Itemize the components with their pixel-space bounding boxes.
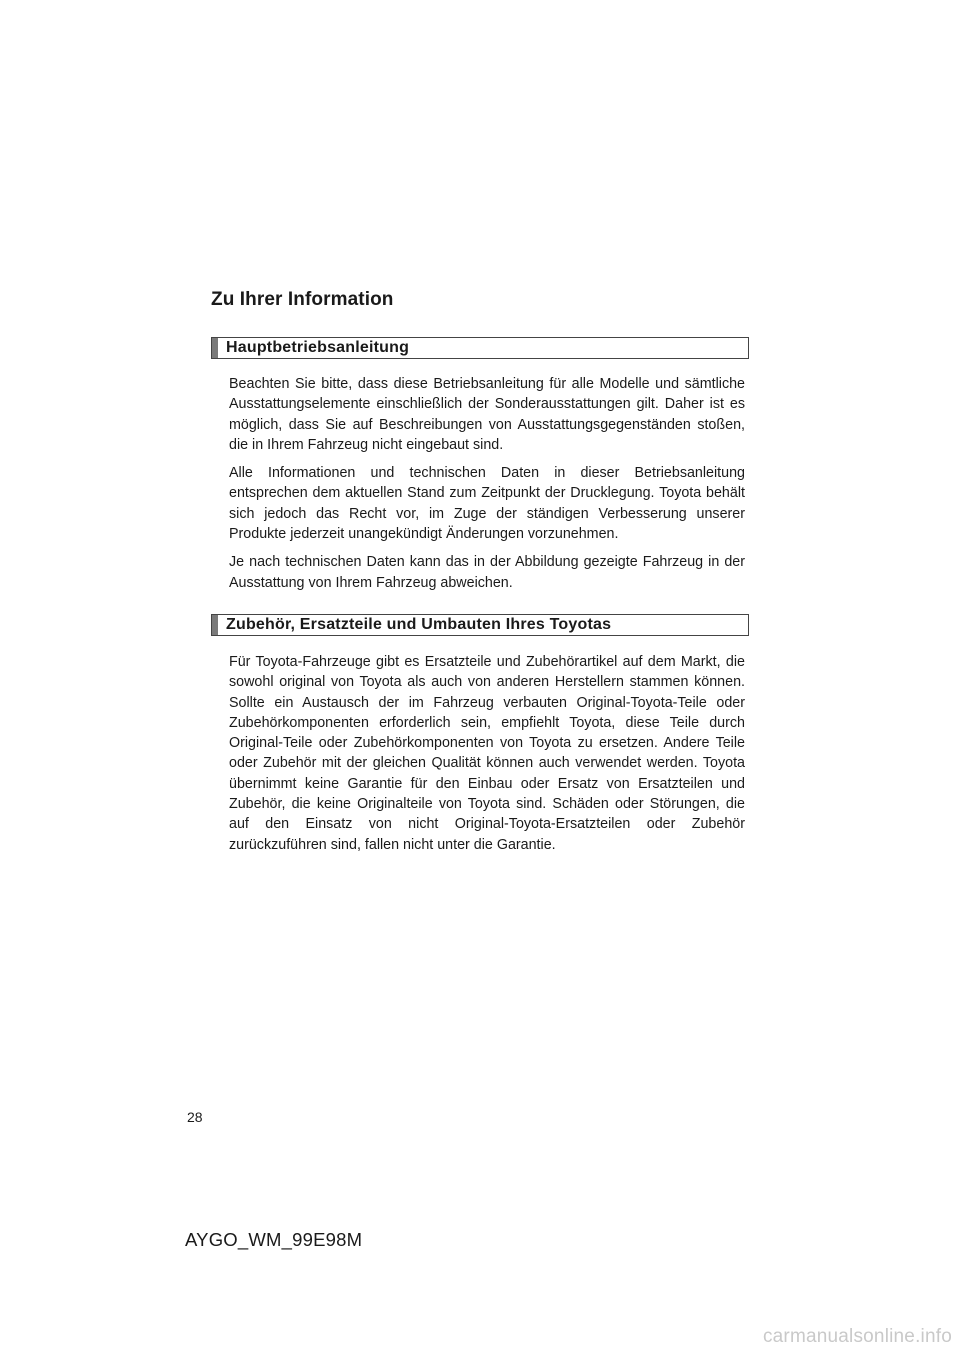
watermark: carmanualsonline.info: [762, 1326, 952, 1347]
paragraph: Beachten Sie bitte, dass diese Betriebsanleitung für alle Modelle und sämtliche Ausstattungselemente einschließlich der Sonderausstattungen gilt. Daher ist es möglich, dass Sie auf Beschreibungen von Ausstattungsgegenständen stoßen, die in Ihrem Fahrzeug nicht eingebaut sind.: [229, 376, 745, 453]
page-title: Zu Ihrer Information: [211, 289, 394, 310]
paragraph: Für Toyota-Fahrzeuge gibt es Ersatzteile und Zubehörartikel auf dem Markt, die sowohl original von Toyota als auch von anderen Herstellern stammen können. Sollte ein Austausch der im Fahrzeug verbauten Original-Toyota-Teile oder Zubehörkomponenten erforderlich sein, empfiehlt Toyota, diese Teile durch Original-Teile oder Zubehörkomponenten von Toyota zu ersetzen. Andere Teile oder Zubehör mit der gleichen Qualität können auch verwendet werden. Toyota übernimmt keine Garantie für den Einbau oder Ersatz von Ersatzteilen und Zubehör, die keine Originalteile von Toyota sind. Schäden oder Störungen, die auf den Einsatz von nicht Original-Toyota-Ersatzteilen oder Zubehör zurückzuführen sind, fallen nicht unter die Garantie.: [229, 654, 745, 853]
section-body-hauptbetriebsanleitung: [229, 374, 745, 601]
paragraph: Alle Informationen und technischen Daten in dieser Betriebsanleitung entsprechen dem aktuellen Stand zum Zeitpunkt der Drucklegung. Toyota behält sich jedoch das Recht vor, im Zuge der ständigen Verbesserung unserer Produkte jederzeit unangekündigt Änderungen vorzunehmen.: [229, 465, 745, 543]
section-heading: Zubehör, Ersatzteile und Umbauten Ihres Toyotas: [226, 616, 612, 633]
page-number: 28: [187, 1109, 203, 1125]
section-header-hauptbetriebsanleitung: [211, 337, 749, 359]
document-code: AYGO_WM_99E98M: [185, 1229, 363, 1250]
paragraph: Je nach technischen Daten kann das in der Abbildung gezeigte Fahrzeug in der Ausstattung von Ihrem Fahrzeug abweichen.: [229, 554, 745, 591]
section-heading: Hauptbetriebsanleitung: [226, 339, 410, 356]
section-body-zubehoer: [229, 652, 745, 863]
section-header-zubehoer: [211, 614, 749, 636]
